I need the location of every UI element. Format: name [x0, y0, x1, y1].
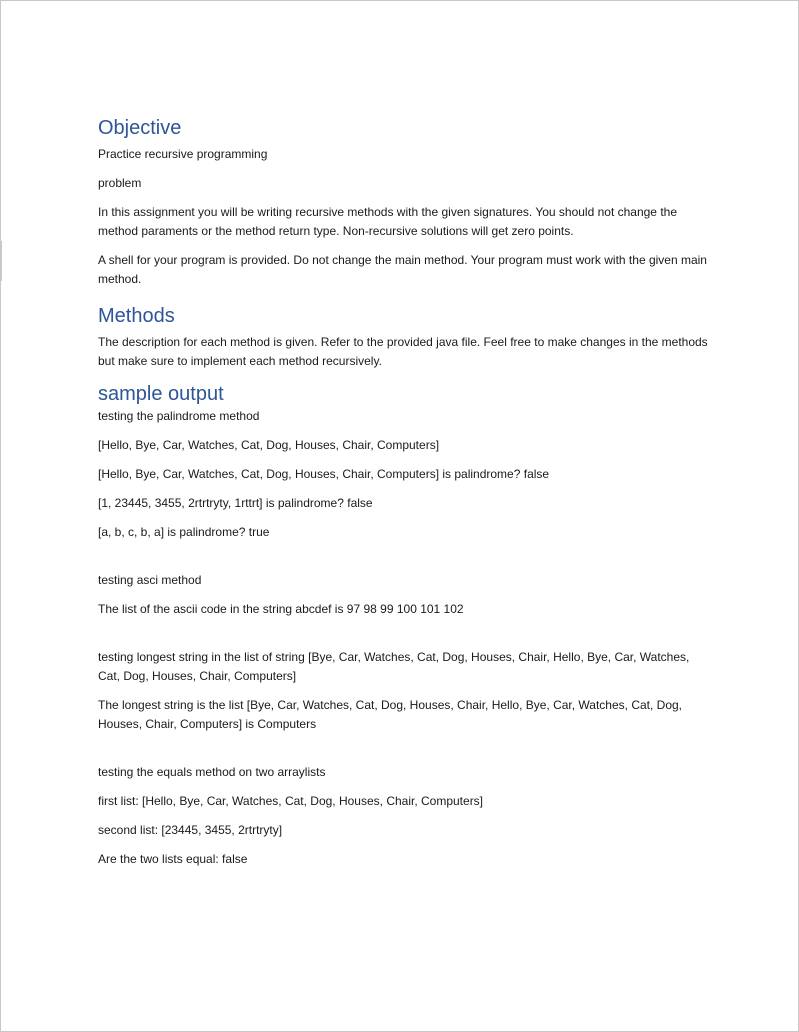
- palindrome-line-1: [Hello, Bye, Car, Watches, Cat, Dog, Houses, Chair, Computers]: [98, 438, 440, 452]
- methods-paragraph: The description for each method is given. Refer to the provided java file. Feel free to make changes in the methods but make sure to implement each method recursively.: [98, 335, 708, 368]
- equals-line-3: Are the two lists equal: false: [98, 852, 248, 866]
- equals-title: testing the equals method on two arraylists: [98, 765, 326, 779]
- objective-line-1: Practice recursive programming: [98, 147, 268, 161]
- equals-line-1: first list: [Hello, Bye, Car, Watches, Cat, Dog, Houses, Chair, Computers]: [98, 794, 484, 808]
- longest-line-1: The longest string is the list [Bye, Car, Watches, Cat, Dog, Houses, Chair, Hello, Bye, Car, Watches, Cat, Dog, Houses, Chair, Computers] is Computers: [98, 698, 683, 731]
- blank-line: [98, 552, 710, 571]
- longest-title: testing longest string in the list of string [Bye, Car, Watches, Cat, Dog, Houses, Chair, Hello, Bye, Car, Watches, Cat, Dog, Houses, Chair, Computers]: [98, 650, 690, 683]
- page-edge-marker: [1, 241, 2, 281]
- palindrome-line-4: [a, b, c, b, a] is palindrome? true: [98, 525, 270, 539]
- objective-line-2: problem: [98, 176, 142, 190]
- methods-heading: Methods: [98, 305, 175, 327]
- objective-paragraph-1: In this assignment you will be writing recursive methods with the given signatures. You should not change the method paraments or the method return type. Non-recursive solutions will get zero points.: [98, 205, 677, 238]
- asci-title: testing asci method: [98, 573, 202, 587]
- sample-output-heading: sample output: [98, 383, 224, 405]
- objective-heading: Objective: [98, 117, 182, 139]
- palindrome-title: testing the palindrome method: [98, 409, 260, 423]
- palindrome-line-2: [Hello, Bye, Car, Watches, Cat, Dog, Houses, Chair, Computers] is palindrome? false: [98, 467, 550, 481]
- blank-line: [98, 744, 710, 763]
- objective-paragraph-2: A shell for your program is provided. Do not change the main method. Your program must work with the given main method.: [98, 253, 707, 286]
- document-body: [98, 115, 710, 879]
- blank-line: [98, 629, 710, 648]
- equals-line-2: second list: [23445, 3455, 2rtrtryty]: [98, 823, 283, 837]
- asci-line-1: The list of the ascii code in the string abcdef is 97 98 99 100 101 102: [98, 602, 464, 616]
- palindrome-line-3: [1, 23445, 3455, 2rtrtryty, 1rttrt] is palindrome? false: [98, 496, 373, 510]
